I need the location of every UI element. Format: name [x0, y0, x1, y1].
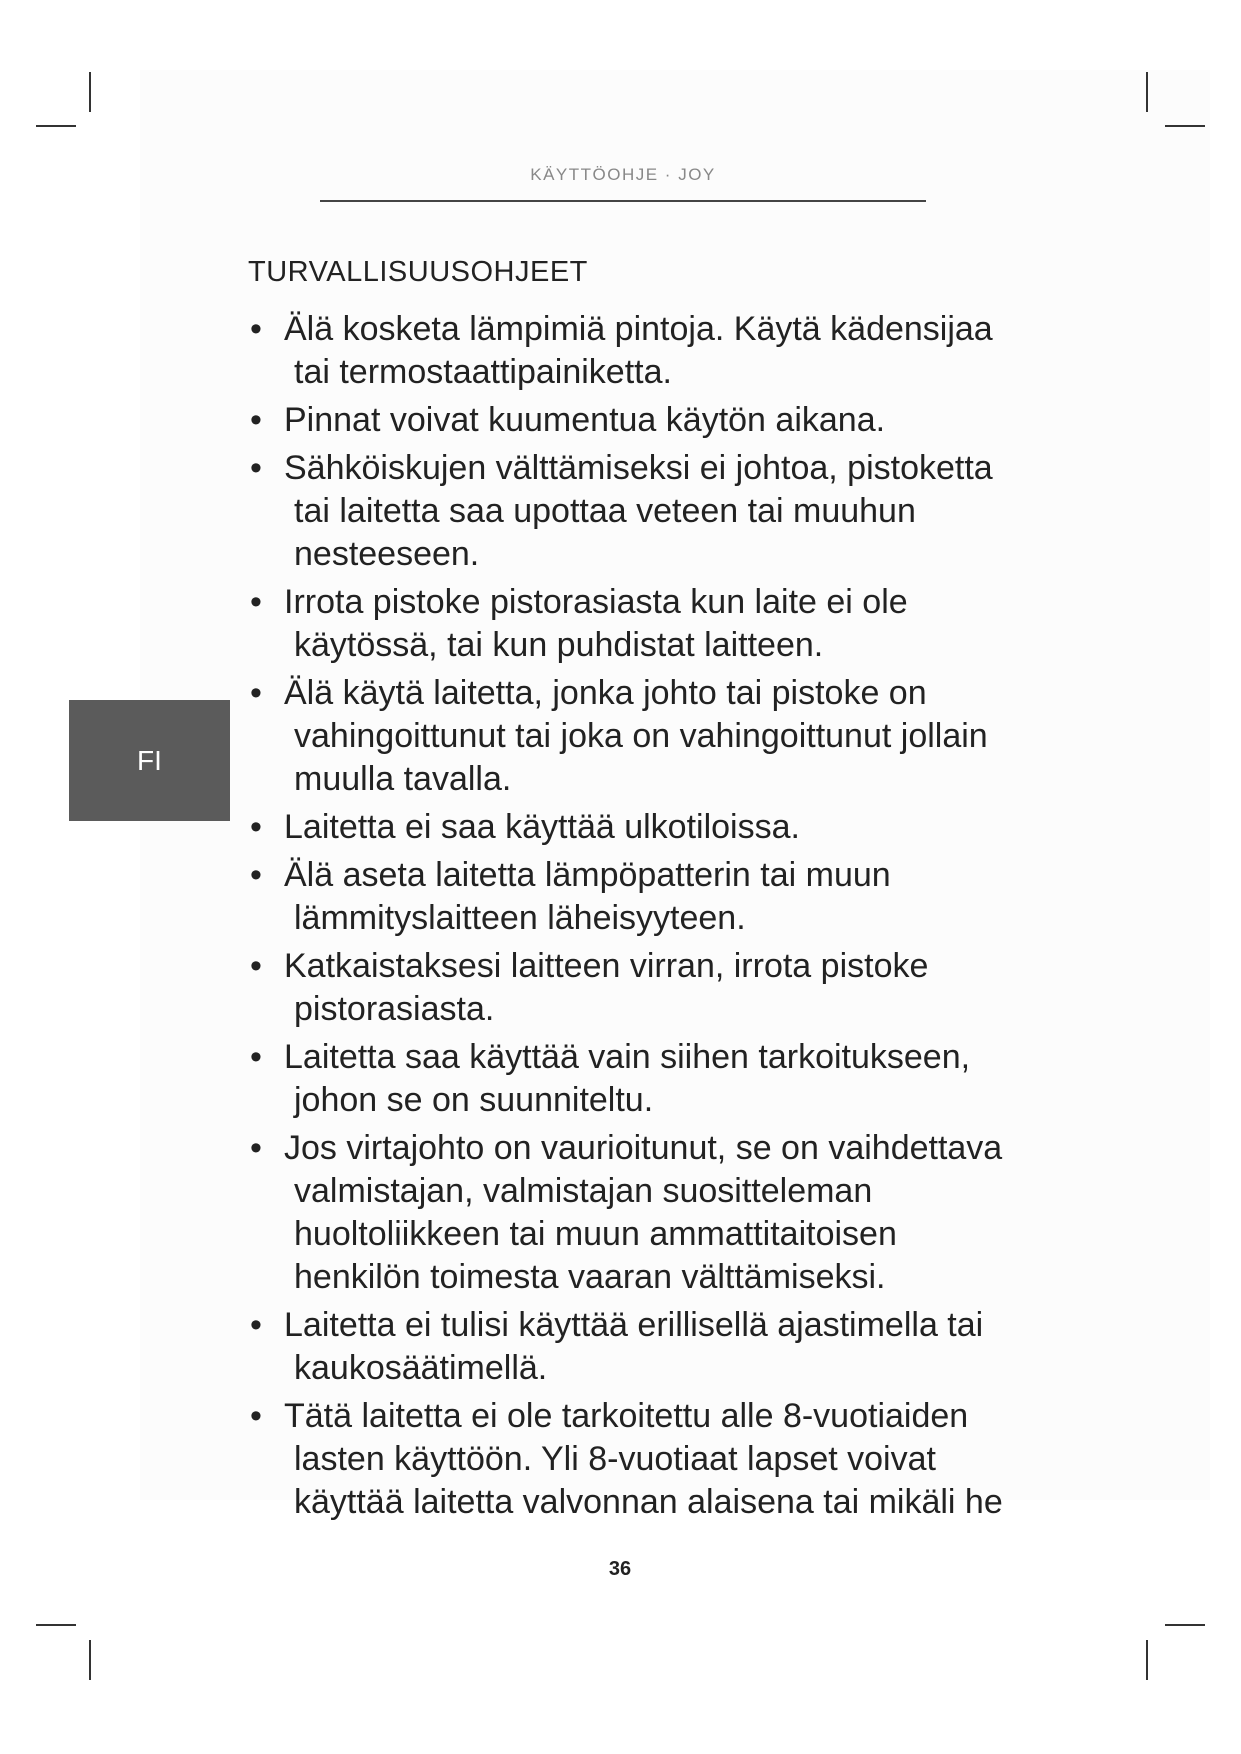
running-header: KÄYTTÖOHJE · JOY	[530, 165, 716, 184]
list-item-line: pistorasiasta.	[294, 990, 495, 1028]
list-item-line: Laitetta ei tulisi käyttää erillisellä ajastimella tai	[284, 1306, 984, 1344]
crop-mark-top-left-horizontal	[36, 125, 76, 127]
list-item-line: Tätä laitetta ei ole tarkoitettu alle 8-vuotiaiden	[284, 1397, 969, 1435]
page-number: 36	[608, 1558, 632, 1580]
crop-mark-bottom-left-vertical	[89, 1640, 91, 1680]
language-tab	[69, 700, 230, 821]
crop-mark-top-left-vertical	[89, 72, 91, 112]
bullet-icon: •	[250, 1129, 262, 1167]
crop-mark-bottom-right-vertical	[1146, 1640, 1148, 1680]
list-item-line: Katkaistaksesi laitteen virran, irrota pistoke	[284, 947, 929, 985]
bullet-icon: •	[250, 310, 262, 348]
bullet-icon: •	[250, 808, 262, 846]
list-item	[248, 581, 1068, 667]
bullet-icon: •	[250, 1038, 262, 1076]
list-item-line: kaukosäätimellä.	[294, 1349, 548, 1387]
crop-mark-bottom-left-horizontal	[36, 1624, 76, 1626]
crop-mark-bottom-right-horizontal	[1165, 1624, 1205, 1626]
list-item-line: Älä aseta laitetta lämpöpatterin tai muun	[284, 856, 891, 894]
list-item-line: johon se on suunniteltu.	[294, 1081, 654, 1119]
bullet-icon: •	[250, 583, 262, 621]
header-rule	[320, 200, 926, 202]
list-item	[248, 672, 1068, 801]
list-item-line: Laitetta saa käyttää vain siihen tarkoitukseen,	[284, 1038, 971, 1076]
list-item-line: lasten käyttöön. Yli 8-vuotiaat lapset voivat	[294, 1440, 936, 1478]
list-item-line: nesteeseen.	[294, 535, 480, 573]
list-item	[248, 945, 1068, 1031]
bullet-icon: •	[250, 1306, 262, 1344]
list-item-line: Älä käytä laitetta, jonka johto tai pistoke on	[284, 674, 927, 712]
language-tab-label: FI	[137, 744, 162, 776]
list-item-line: tai laitetta saa upottaa veteen tai muuhun	[294, 492, 916, 530]
safety-instructions-list	[248, 308, 1068, 1529]
list-item	[248, 399, 1068, 442]
bullet-icon: •	[250, 1397, 262, 1435]
list-item	[248, 806, 1068, 849]
bullet-icon: •	[250, 947, 262, 985]
list-item-line: Pinnat voivat kuumentua käytön aikana.	[284, 401, 886, 439]
bullet-icon: •	[250, 674, 262, 712]
list-item-line: Laitetta ei saa käyttää ulkotiloissa.	[284, 808, 800, 846]
list-item-line: käytössä, tai kun puhdistat laitteen.	[294, 626, 824, 664]
list-item	[248, 308, 1068, 394]
list-item-line: Sähköiskujen välttämiseksi ei johtoa, pistoketta	[284, 449, 993, 487]
list-item	[248, 1395, 1068, 1524]
crop-mark-top-right-vertical	[1146, 72, 1148, 112]
list-item-line: valmistajan, valmistajan suositteleman	[294, 1172, 873, 1210]
list-item-line: muulla tavalla.	[294, 760, 512, 798]
list-item-line: huoltoliikkeen tai muun ammattitaitoisen	[294, 1215, 897, 1253]
list-item	[248, 1036, 1068, 1122]
list-item-line: henkilön toimesta vaaran välttämiseksi.	[294, 1258, 886, 1296]
list-item	[248, 854, 1068, 940]
list-item	[248, 1304, 1068, 1390]
list-item-line: tai termostaattipainiketta.	[294, 353, 672, 391]
bullet-icon: •	[250, 449, 262, 487]
list-item	[248, 1127, 1068, 1299]
list-item-line: Jos virtajohto on vaurioitunut, se on vaihdettava	[284, 1129, 1003, 1167]
list-item-line: Älä kosketa lämpimiä pintoja. Käytä kädensijaa	[284, 310, 993, 348]
list-item-line: Irrota pistoke pistorasiasta kun laite ei ole	[284, 583, 908, 621]
bullet-icon: •	[250, 401, 262, 439]
list-item	[248, 447, 1068, 576]
section-title: TURVALLISUUSOHJEET	[248, 256, 588, 288]
bullet-icon: •	[250, 856, 262, 894]
list-item-line: vahingoittunut tai joka on vahingoittunut jollain	[294, 717, 988, 755]
list-item-line: käyttää laitetta valvonnan alaisena tai mikäli he	[294, 1483, 1003, 1521]
list-item-line: lämmityslaitteen läheisyyteen.	[294, 899, 746, 937]
crop-mark-top-right-horizontal	[1165, 125, 1205, 127]
